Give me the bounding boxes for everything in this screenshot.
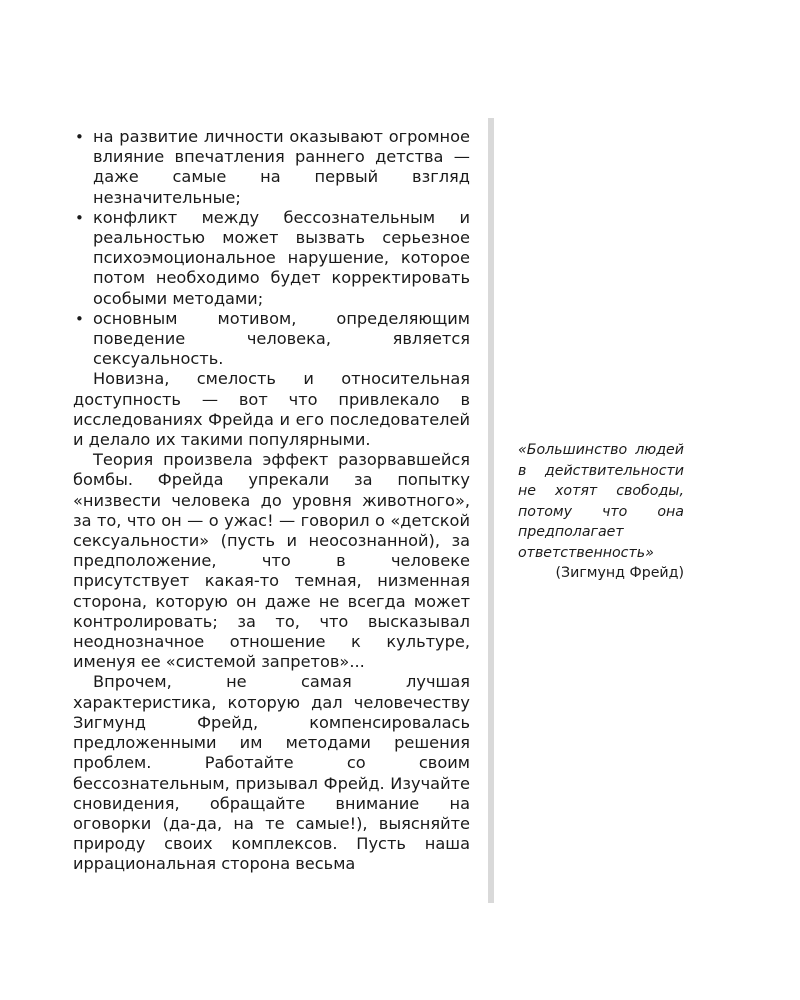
quote-text: «Большинство людей в действительности не хотят свободы, потому что она предполагает ответственность»: [518, 442, 684, 561]
paragraph: Новизна, смелость и относительная доступность — вот что привлекало в исследованиях Фрейда и его последователей и делало их такими популярными.: [73, 369, 470, 450]
list-item: [73, 127, 470, 208]
main-text-column: [73, 127, 470, 875]
bullet-icon: •: [75, 208, 84, 227]
list-item: [73, 208, 470, 309]
list-item-text: конфликт между бессознательным и реальностью может вызвать серьезное психоэмоциональное нарушение, которое потом необходимо будет корректировать особыми методами;: [93, 207, 470, 308]
paragraph: Впрочем, не самая лучшая характеристика, которую дал человечеству Зигмунд Фрейд, компенсировалась предложенными им методами решения проблем. Работайте со своим бессознательным, призывал Фрейд. Изучайте сновидения, обращайте внимание на оговорки (да-да, на те самые!), выясняйте природу своих комплексов. Пусть наша иррациональная сторона весьма: [73, 672, 470, 874]
bullet-list: [73, 127, 470, 369]
list-item-text: на развитие личности оказывают огромное влияние впечатления раннего детства — даже самые на первый взгляд незначительные;: [93, 127, 470, 207]
bullet-icon: •: [75, 309, 84, 328]
paragraph: Теория произвела эффект разорвавшейся бомбы. Фрейда упрекали за попытку «низвести человека до уровня животного», за то, что он — о ужас! — говорил о «детской сексуальности» (пусть и неосознанной), за предположение, что в человеке присутствует какая-то темная, низменная сторона, которую он даже не всегда может контролировать; за то, что высказывал неоднозначное отношение к культуре, именуя ее «системой запретов»...: [73, 450, 470, 672]
list-item-text: основным мотивом, определяющим поведение человека, является сексуальность.: [93, 308, 470, 369]
sidebar-quote: [518, 440, 684, 584]
list-item: [73, 309, 470, 370]
bullet-icon: •: [75, 128, 84, 146]
margin-divider: [488, 118, 494, 903]
quote-author: (Зигмунд Фрейд): [555, 565, 684, 581]
